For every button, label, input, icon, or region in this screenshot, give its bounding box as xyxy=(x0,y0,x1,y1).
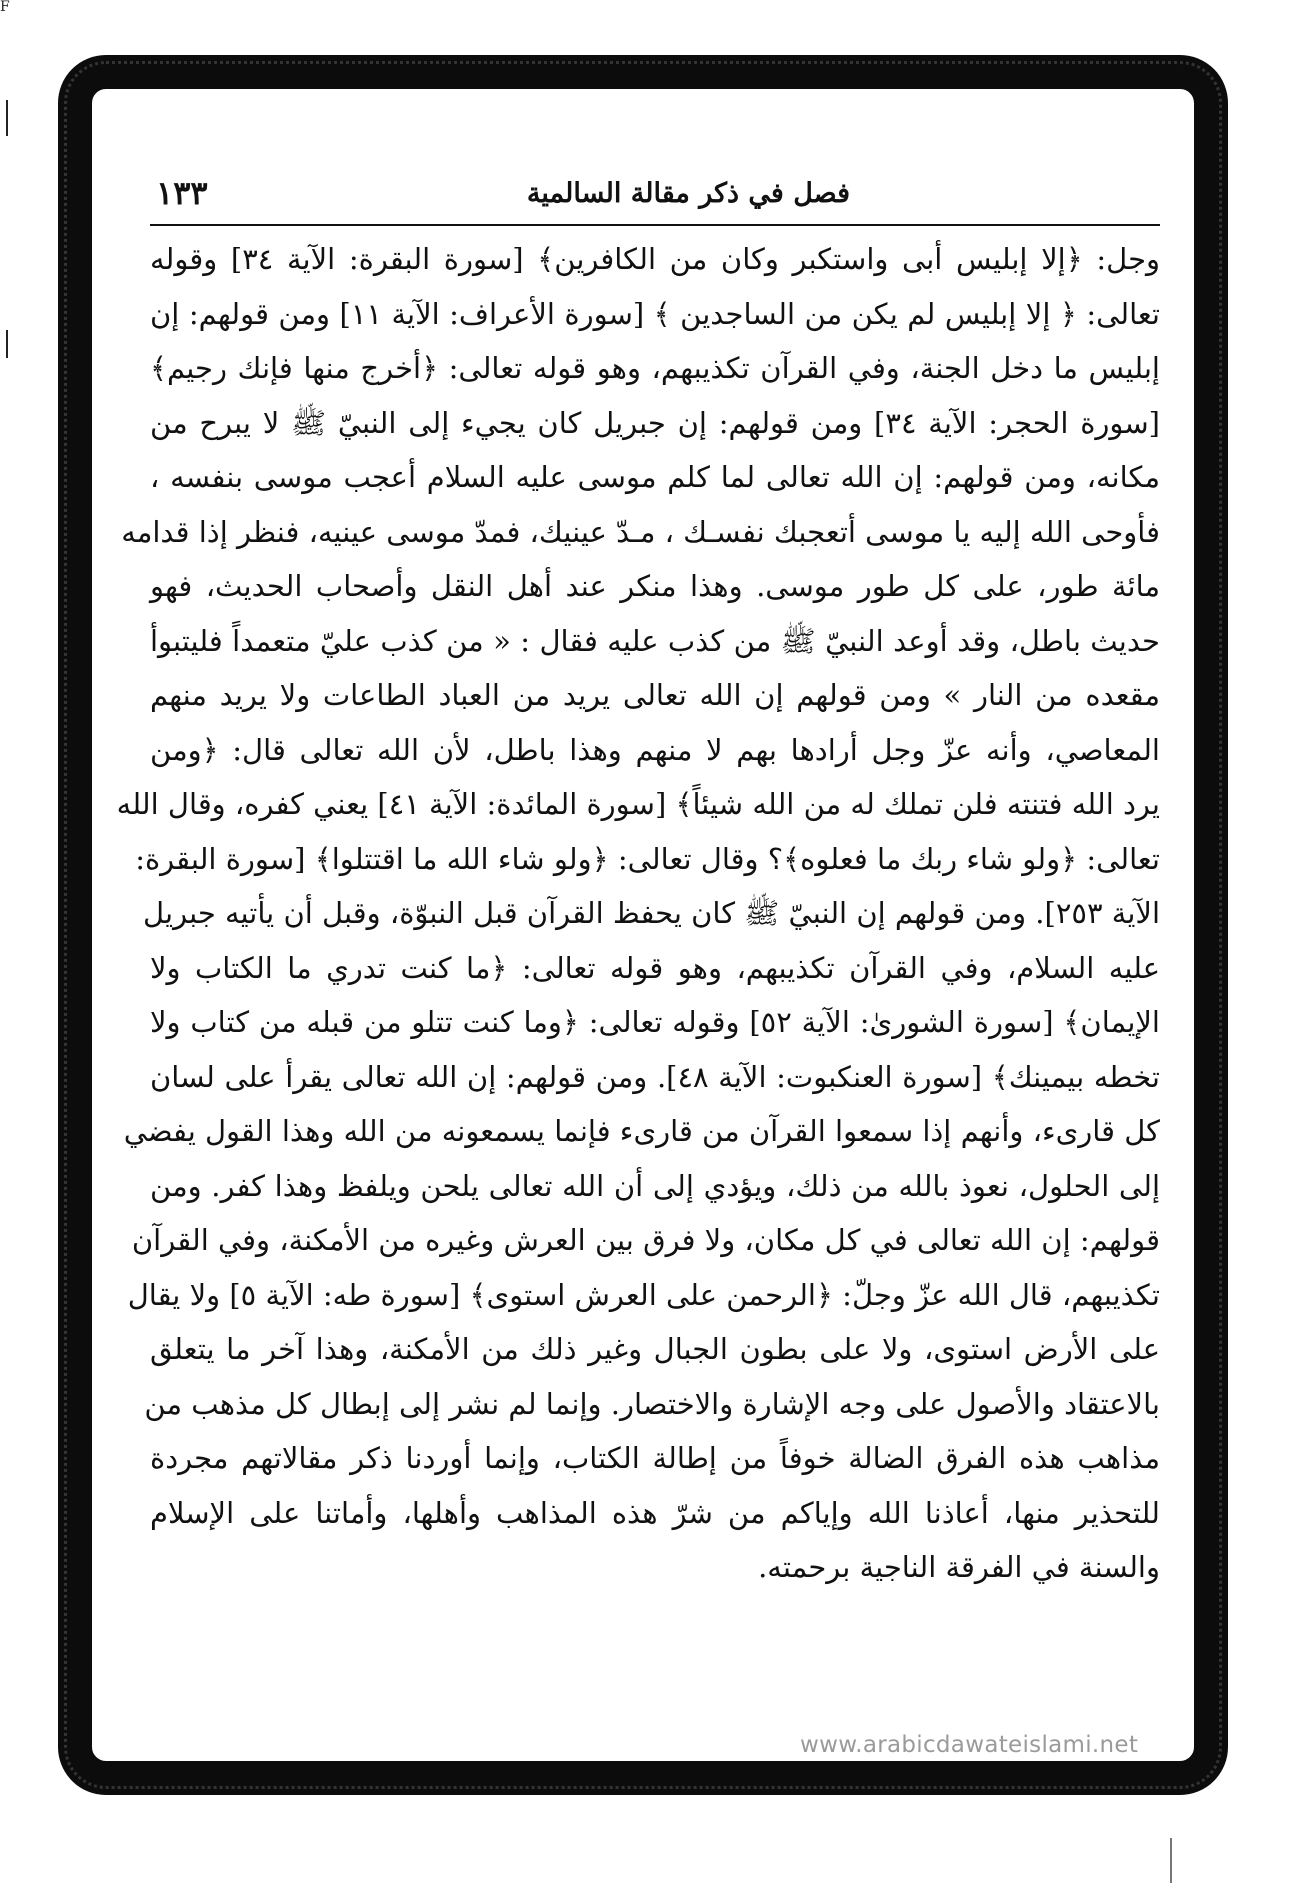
text-line: الآية ٢٥٣]. ومن قولهم إن النبيّ ﷺ كان يحفظ القرآن قبل النبوّة، وقبل أن يأتيه جبريل xyxy=(143,896,1160,930)
text-line: وجل: ﴿إلا إبليس أبى واستكبر وكان من الكافرين﴾ [سورة البقرة: الآية ٣٤] وقوله xyxy=(150,242,1160,276)
text-line: إلى الحلول، نعوذ بالله من ذلك، ويؤدي إلى أن الله تعالى يلحن ويلفظ وهذا كفر. ومن xyxy=(150,1168,1160,1203)
text-line: على الأرض استوى، ولا على بطون الجبال وغير ذلك من الأمكنة، وهذا آخر ما يتعلق xyxy=(150,1332,1160,1366)
scan-edge-mark xyxy=(6,330,8,358)
text-line: الإيمان﴾ [سورة الشورىٰ: الآية ٥٢] وقوله تعالى: ﴿وما كنت تتلو من قبله من كتاب ولا xyxy=(150,1005,1160,1039)
text-line: تكذيبهم، قال الله عزّ وجلّ: ﴿الرحمن على العرش استوى﴾ [سورة طه: الآية ٥] ولا يقال xyxy=(127,1277,1160,1312)
text-line: بالاعتقاد والأصول على وجه الإشارة والاختصار. وإنما لم نشر إلى إبطال كل مذهب من xyxy=(144,1386,1160,1421)
text-line: تعالى: ﴿ إلا إبليس لم يكن من الساجدين ﴾ [سورة الأعراف: الآية ١١] ومن قولهم: إن xyxy=(150,296,1160,331)
text-line: مائة طور، على كل طور موسى. وهذا منكر عند أهل النقل وأصحاب الحديث، فهو xyxy=(150,569,1160,603)
running-title: فصل في ذكر مقالة السالمية xyxy=(526,178,850,209)
page-number: ١٣٣ xyxy=(156,174,208,212)
scan-edge-mark xyxy=(6,100,8,136)
text-line: عليه السلام، وفي القرآن تكذيبهم، وهو قوله تعالى: ﴿ما كنت تدري ما الكتاب ولا xyxy=(150,950,1160,985)
text-line: حديث باطل، وقد أوعد النبيّ ﷺ من كذب عليه فقال : « من كذب عليّ متعمداً فليتبوأ xyxy=(150,623,1160,658)
text-line: للتحذير منها، أعاذنا الله وإياكم من شرّ هذه المذاهب وأهلها، وأماتنا على الإسلام xyxy=(150,1495,1160,1530)
text-line: إبليس ما دخل الجنة، وفي القرآن تكذيبهم، وهو قوله تعالى: ﴿أخرج منها فإنك رجيم﴾ xyxy=(150,351,1160,385)
text-line: يرد الله فتنته فلن تملك له من الله شيئاً﴾ [سورة المائدة: الآية ٤١] يعني كفره، وقال الله xyxy=(116,787,1160,821)
body-text xyxy=(116,232,1161,1595)
text-line: كل قارىء، وأنهم إذا سمعوا القرآن من قارىء فإنما يسمعونه من الله وهذا القول يفضي xyxy=(123,1114,1160,1148)
text-line: والسنة في الفرقة الناجية برحمته. xyxy=(758,1550,1160,1584)
text-line: المعاصي، وأنه عزّ وجل أرادها بهم لا منهم وهذا باطل، لأن الله تعالى قال: ﴿ومن xyxy=(150,732,1160,767)
corner-scan-mark: F xyxy=(0,0,10,15)
text-line: تخطه بيمينك﴾ [سورة العنكبوت: الآية ٤٨]. ومن قولهم: إن الله تعالى يقرأ على لسان xyxy=(150,1059,1161,1094)
text-line: تعالى: ﴿ولو شاء ربك ما فعلوه﴾؟ وقال تعالى: ﴿ولو شاء الله ما اقتتلوا﴾ [سورة البقرة: xyxy=(135,841,1160,876)
text-line: [سورة الحجر: الآية ٣٤] ومن قولهم: إن جبريل كان يجيء إلى النبيّ ﷺ لا يبرح من xyxy=(150,405,1160,440)
scan-edge-mark xyxy=(1170,1838,1172,1883)
text-line: مذاهب هذه الفرق الضالة خوفاً من إطالة الكتاب، وإنما أوردنا ذكر مقالاتهم مجردة xyxy=(150,1441,1160,1475)
text-line: فأوحى الله إليه يا موسى أتعجبك نفسـك ، مـدّ عينيك، فمدّ موسى عينيه، فنظر إذا قدامه xyxy=(121,514,1160,549)
watermark-url: www.arabicdawateislami.net xyxy=(800,1732,1139,1758)
text-line: قولهم: إن الله تعالى في كل مكان، ولا فرق بين العرش وغيره من الأمكنة، وفي القرآن xyxy=(131,1223,1160,1257)
text-line: مكانه، ومن قولهم: إن الله تعالى لما كلم موسى عليه السلام أعجب موسى بنفسه ، xyxy=(150,460,1160,494)
page-header xyxy=(150,172,1160,226)
text-line: مقعده من النار » ومن قولهم إن الله تعالى يريد من العباد الطاعات ولا يريد منهم xyxy=(150,678,1160,712)
